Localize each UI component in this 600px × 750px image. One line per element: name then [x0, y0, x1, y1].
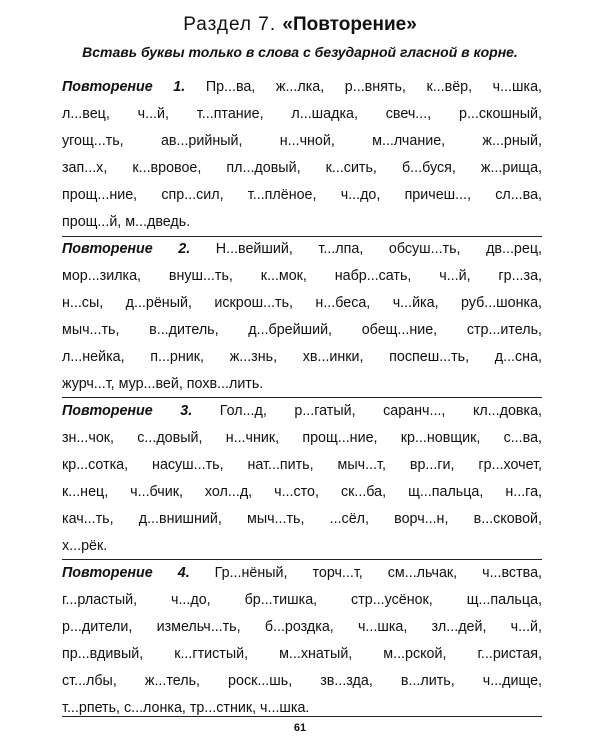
exercise-line: прощ...й, м...дведь. — [62, 214, 191, 230]
exercise-heading: Повторение 4. — [62, 565, 190, 581]
exercise-line: х...рёк. — [62, 538, 108, 554]
exercise-line: зн...чок, с...довый, н...чник, прощ...ние, кр...новщик, с...ва, — [62, 430, 542, 446]
exercise-line: р...дители, измельч...ть, б...роздка, ч...шка, зл...дей, ч...й, — [62, 619, 542, 635]
exercise-line: л...нейка, п...рник, ж...знь, хв...инки, поспеш...ть, д...сна, — [62, 349, 542, 365]
exercise-line: к...нец, ч...бчик, хол...д, ч...сто, ск...ба, щ...пальца, н...га, — [62, 484, 542, 500]
exercise-line: пр...вдивый, к...гтистый, м...хнатый, м...рской, г...ристая, — [62, 646, 542, 662]
exercise-text: Пр...ва, ж...лка, р...внять, к...вёр, ч...шка, — [185, 79, 542, 95]
exercise-line: мыч...ть, в...дитель, д...брейший, обещ...ние, стр...итель, — [62, 322, 542, 338]
exercise-text: Н...вейший, т...лпа, обсуш...ть, дв...рец, — [190, 241, 542, 257]
exercise-line: кр...сотка, насуш...ть, нат...пить, мыч...т, вр...ги, гр...хочет, — [62, 457, 542, 473]
exercise-line: мор...зилка, внуш...ть, к...мок, набр...сать, ч...й, гр...за, — [62, 268, 542, 284]
exercise-line — [62, 398, 542, 425]
exercise-heading: Повторение 3. — [62, 403, 193, 419]
section-name: «Повторение» — [282, 14, 417, 35]
exercise-line — [62, 560, 542, 587]
exercise-line: кач...ть, д...внишний, мыч...ть, ...сёл, ворч...н, в...сковой, — [62, 511, 542, 527]
exercise-heading: Повторение 1. — [62, 79, 186, 95]
section-title — [0, 14, 600, 36]
exercise-line: угощ...ть, ав...рийный, н...чной, м...лчание, ж...рный, — [62, 133, 542, 149]
exercise-4 — [62, 560, 542, 722]
exercise-line: л...вец, ч...й, т...птание, л...шадка, свеч..., р...скошный, — [62, 106, 542, 122]
section-label: Раздел 7. — [183, 14, 283, 35]
exercise-line: журч...т, мур...вей, похв...лить. — [62, 376, 264, 392]
section-divider — [62, 716, 542, 717]
exercise-1 — [62, 74, 542, 236]
exercise-line: прощ...ние, спр...сил, т...плёное, ч...до, причеш..., сл...ва, — [62, 187, 542, 203]
exercise-text: Гол...д, р...гатый, саранч..., кл...довка, — [192, 403, 542, 419]
exercise-line: ст...лбы, ж...тель, роск...шь, зв...зда, в...лить, ч...дище, — [62, 673, 542, 689]
exercise-line — [62, 236, 542, 263]
exercise-text: Гр...нёный, торч...т, см...льчак, ч...вства, — [189, 565, 542, 581]
page-number: 61 — [293, 722, 307, 734]
exercise-3 — [62, 398, 542, 560]
exercise-line: н...сы, д...рёный, искрош...ть, н...беса, ч...йка, руб...шонка, — [62, 295, 542, 311]
instruction-text: Вставь буквы только в слова с безударной гласной в корне. — [82, 44, 518, 60]
exercise-2 — [62, 236, 542, 398]
exercise-line: зап...х, к...врово​е, пл...довый, к...сить, б...буся, ж...рища, — [62, 160, 542, 176]
exercise-heading: Повторение 2. — [62, 241, 191, 257]
exercise-line: т...рпеть, с...лонка, тр...стник, ч...шка. — [62, 700, 310, 716]
exercise-line: г...рластый, ч...до, бр...тишка, стр...усёнок, щ...пальца, — [62, 592, 542, 608]
exercise-line — [62, 74, 542, 101]
